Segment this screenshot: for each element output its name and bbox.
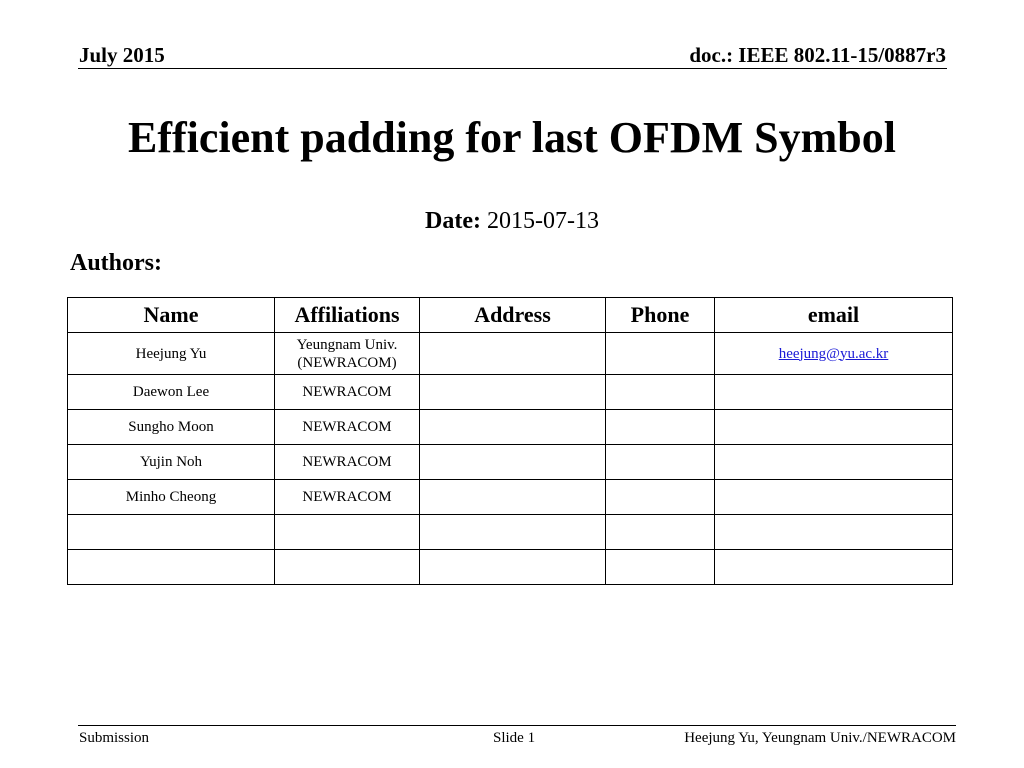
author-affiliation: NEWRACOM <box>275 375 420 410</box>
author-affiliation: NEWRACOM <box>275 445 420 480</box>
author-email <box>715 445 953 480</box>
author-name: Heejung Yu <box>68 333 275 375</box>
author-address <box>420 480 606 515</box>
table-row <box>68 333 953 375</box>
author-phone <box>606 550 715 585</box>
author-affiliation <box>275 550 420 585</box>
author-name <box>68 550 275 585</box>
author-email <box>715 375 953 410</box>
header-date: July 2015 <box>79 43 165 67</box>
author-email <box>715 410 953 445</box>
footer-slide-number: Slide 1 <box>493 730 536 746</box>
author-address <box>420 410 606 445</box>
author-phone <box>606 333 715 375</box>
table-row <box>68 410 953 445</box>
author-phone <box>606 480 715 515</box>
author-address <box>420 375 606 410</box>
column-header-email: email <box>715 298 953 333</box>
author-name: Sungho Moon <box>68 410 275 445</box>
author-address <box>420 550 606 585</box>
author-phone <box>606 410 715 445</box>
author-affiliation <box>275 333 420 375</box>
author-name: Yujin Noh <box>68 445 275 480</box>
authors-label: Authors: <box>70 250 163 276</box>
author-affiliation: NEWRACOM <box>275 410 420 445</box>
footer-divider <box>78 725 956 726</box>
table-row <box>68 550 953 585</box>
author-email <box>715 550 953 585</box>
table-row <box>68 445 953 480</box>
table-row <box>68 375 953 410</box>
author-phone <box>606 515 715 550</box>
author-address <box>420 333 606 375</box>
column-header-affiliations: Affiliations <box>275 298 420 333</box>
header-doc-id: doc.: IEEE 802.11-15/0887r3 <box>689 43 946 67</box>
author-name: Minho Cheong <box>68 480 275 515</box>
authors-table <box>67 297 953 585</box>
author-email <box>715 515 953 550</box>
column-header-address: Address <box>420 298 606 333</box>
date-value: 2015-07-13 <box>486 208 599 234</box>
slide-title: Efficient padding for last OFDM Symbol <box>127 113 896 162</box>
date-label: Date: <box>425 208 481 234</box>
column-header-phone: Phone <box>606 298 715 333</box>
author-affiliation <box>275 515 420 550</box>
author-address <box>420 445 606 480</box>
header-divider <box>78 68 947 69</box>
author-email <box>715 333 953 375</box>
footer-submission: Submission <box>79 730 150 746</box>
author-email <box>715 480 953 515</box>
table-row <box>68 480 953 515</box>
column-header-name: Name <box>68 298 275 333</box>
author-phone <box>606 445 715 480</box>
table-header-row <box>68 298 953 333</box>
date-line <box>0 205 1024 237</box>
author-phone <box>606 375 715 410</box>
affiliation-line: Yeungnam Univ. <box>296 336 398 353</box>
author-name <box>68 515 275 550</box>
footer-author: Heejung Yu, Yeungnam Univ./NEWRACOM <box>684 730 956 746</box>
author-address <box>420 515 606 550</box>
author-affiliation: NEWRACOM <box>275 480 420 515</box>
author-name: Daewon Lee <box>68 375 275 410</box>
affiliation-line: (NEWRACOM) <box>297 354 397 371</box>
email-link[interactable]: heejung@yu.ac.kr <box>778 345 889 362</box>
table-row <box>68 515 953 550</box>
